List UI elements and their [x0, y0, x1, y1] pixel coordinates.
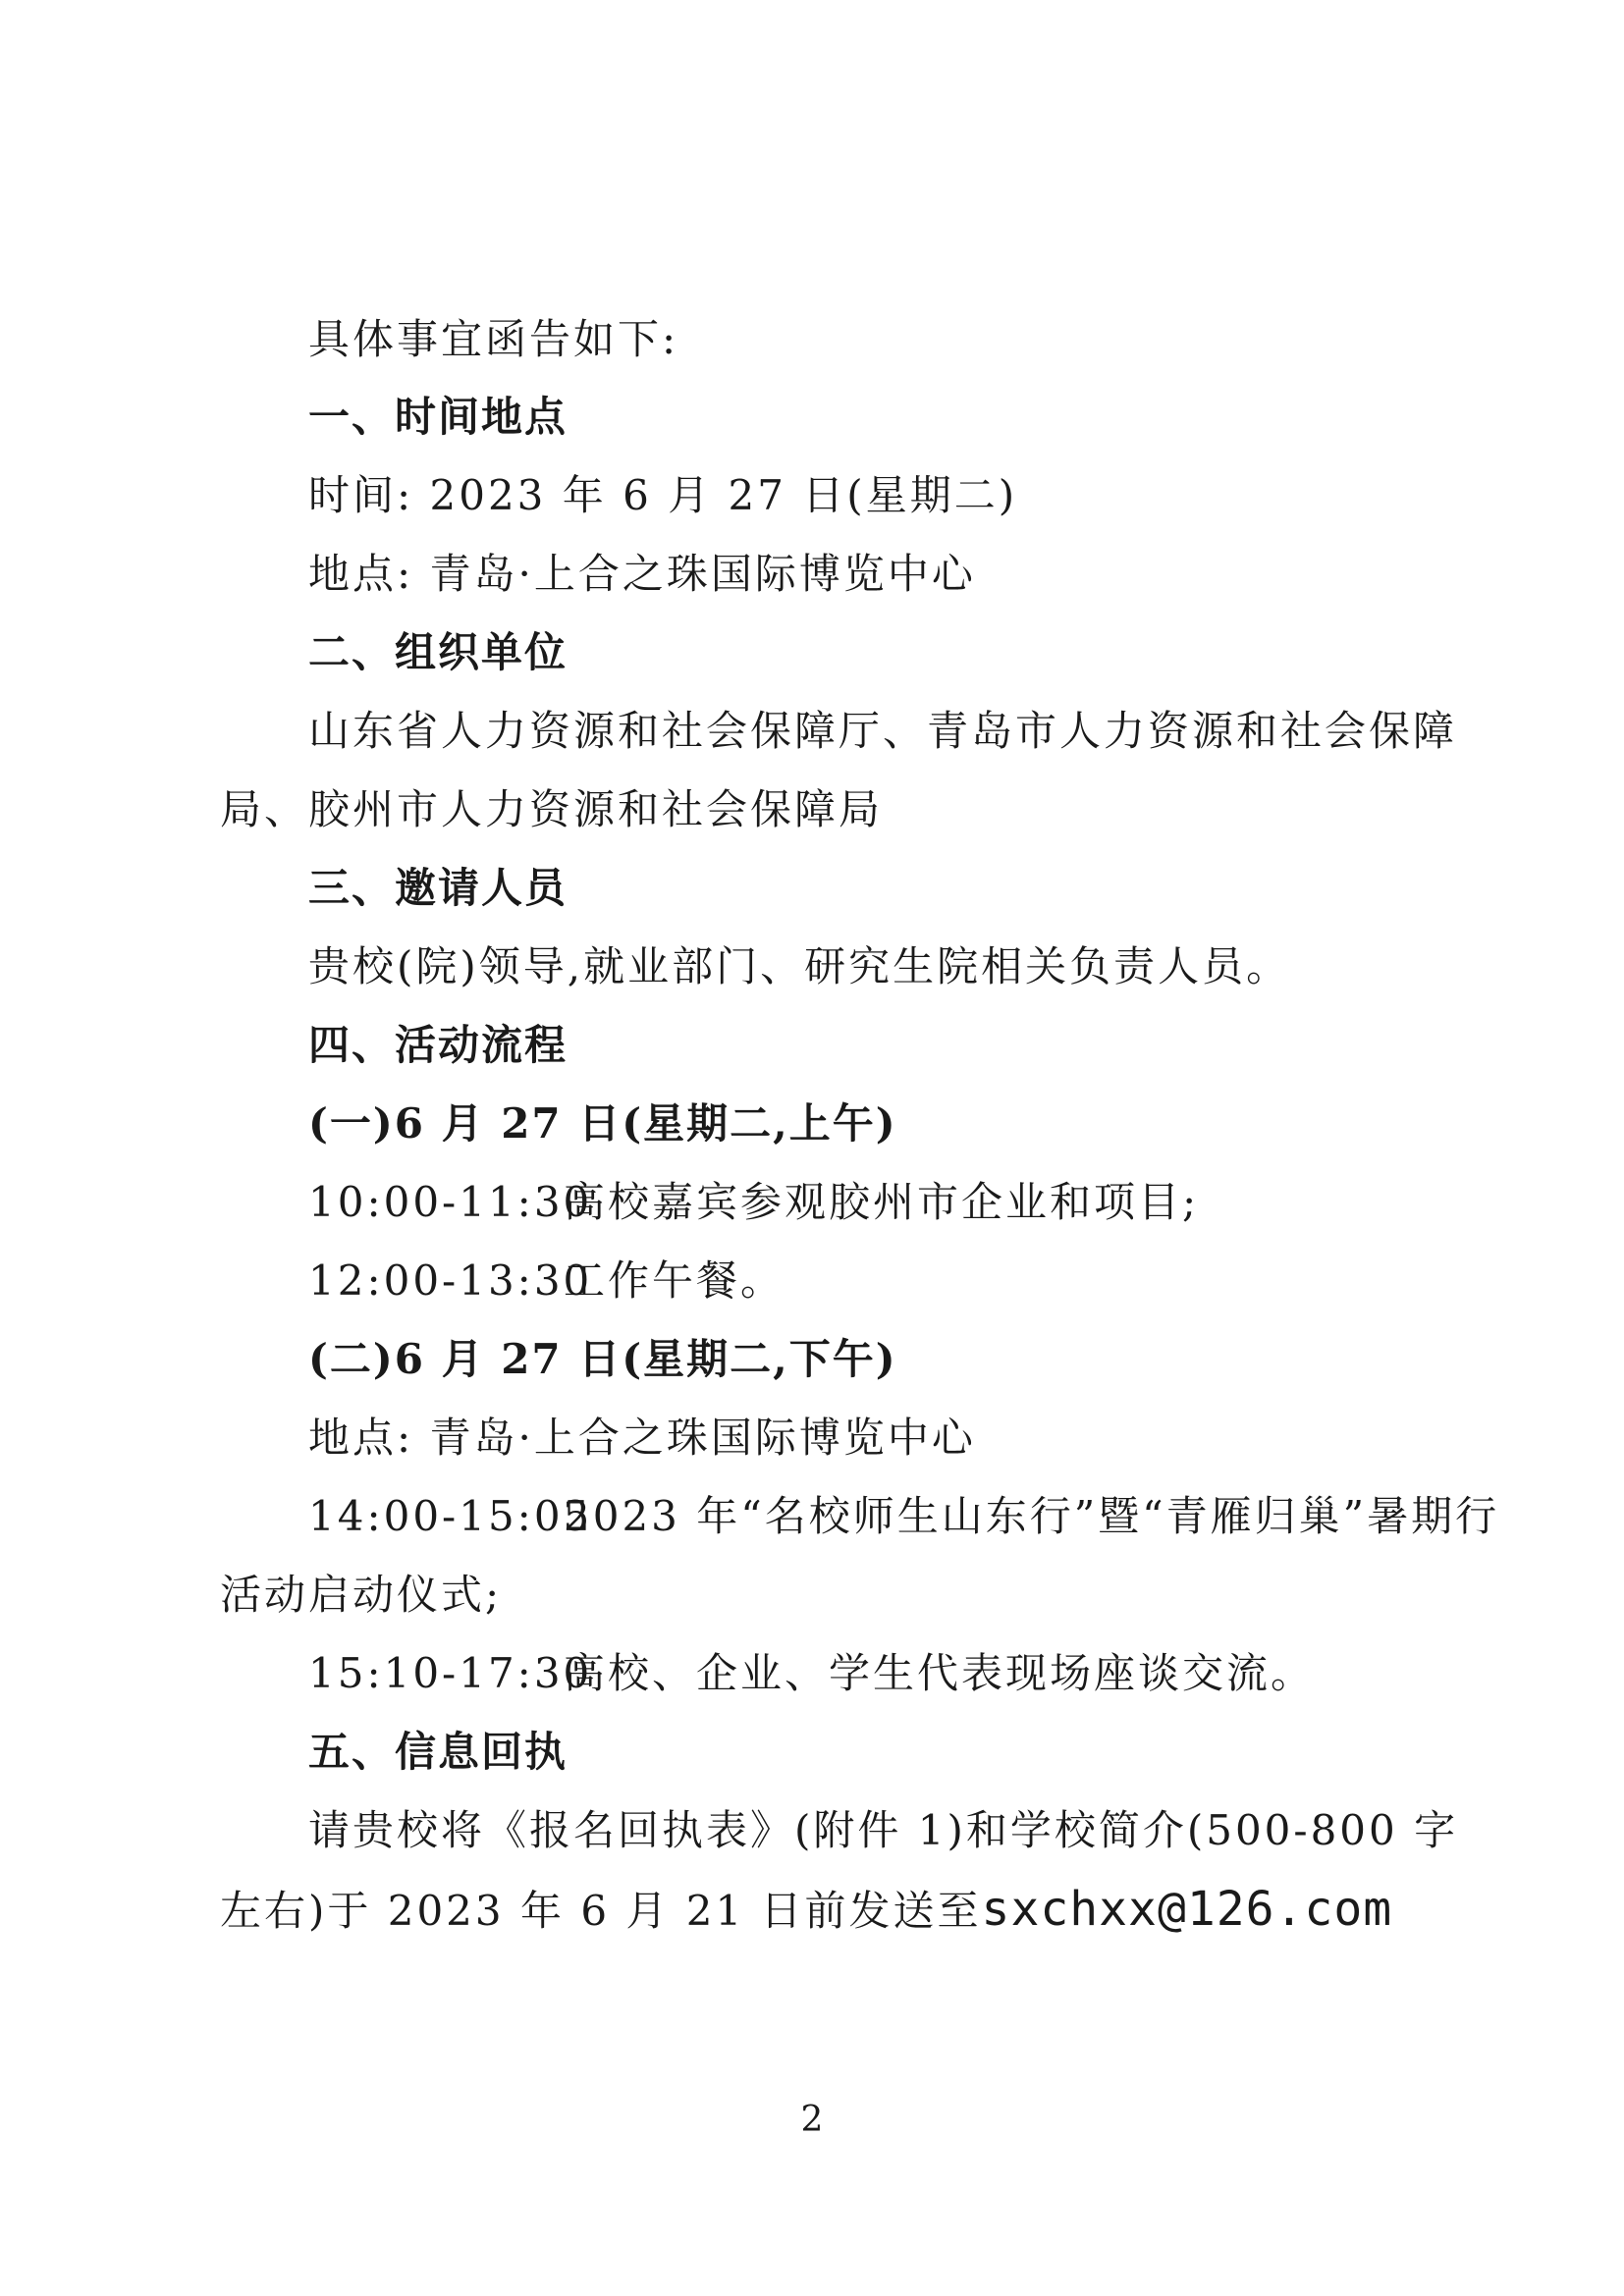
- section-heading-time-place: 一、时间地点: [308, 393, 568, 441]
- section-heading-reply: 五、信息回执: [308, 1728, 568, 1776]
- agenda-item: [308, 1489, 1499, 1544]
- reply-line-2-text: 左右)于 2023 年 6 月 21 日前发送至: [220, 1887, 982, 1935]
- page-number: 2: [800, 2100, 824, 2140]
- agenda-item-text: 2023 年“名校师生山东行”暨“青雁归巢”暑期行: [564, 1492, 1500, 1540]
- organizers-line-1: 山东省人力资源和社会保障厅、青岛市人力资源和社会保障: [308, 707, 1458, 755]
- invitees-text: 贵校(院)领导,就业部门、研究生院相关负责人员。: [308, 942, 1291, 990]
- agenda-item-time: 14:00-15:05: [308, 1492, 593, 1540]
- section-heading-organizers: 二、组织单位: [308, 628, 568, 676]
- time-line: 时间: 2023 年 6 月 27 日(星期二): [308, 471, 1018, 519]
- agenda-item-time: 15:10-17:30: [308, 1649, 593, 1697]
- agenda-item-text: 高校、企业、学生代表现场座谈交流。: [564, 1649, 1316, 1697]
- section-heading-invitees: 三、邀请人员: [308, 864, 568, 912]
- contact-email: sxchxx@126.com: [981, 1882, 1393, 1937]
- agenda-item-text: 工作午餐。: [564, 1256, 785, 1305]
- agenda-part1-heading: (一)6 月 27 日(星期二,上午): [308, 1099, 897, 1148]
- agenda-item-time: 12:00-13:30: [308, 1256, 593, 1305]
- place-line: 地点: 青岛·上合之珠国际博览中心: [308, 550, 976, 598]
- reply-line-1: 请贵校将《报名回执表》(附件 1)和学校简介(500-800 字: [308, 1806, 1459, 1854]
- section-heading-agenda: 四、活动流程: [308, 1021, 568, 1069]
- agenda-part2-heading: (二)6 月 27 日(星期二,下午): [308, 1335, 897, 1383]
- agenda-item: [308, 1646, 1315, 1701]
- agenda-item-text: 高校嘉宾参观胶州市企业和项目;: [564, 1178, 1200, 1226]
- intro-text: 具体事宜函告如下:: [308, 315, 679, 363]
- agenda-part2-place: 地点: 青岛·上合之珠国际博览中心: [308, 1414, 976, 1462]
- reply-line-2: [220, 1882, 1392, 1939]
- agenda-item-continuation: 活动启动仪式;: [220, 1571, 503, 1619]
- agenda-item: [308, 1254, 785, 1308]
- agenda-item: [308, 1175, 1199, 1230]
- agenda-item-time: 10:00-11:30: [308, 1178, 593, 1226]
- organizers-line-2: 局、胶州市人力资源和社会保障局: [220, 785, 884, 833]
